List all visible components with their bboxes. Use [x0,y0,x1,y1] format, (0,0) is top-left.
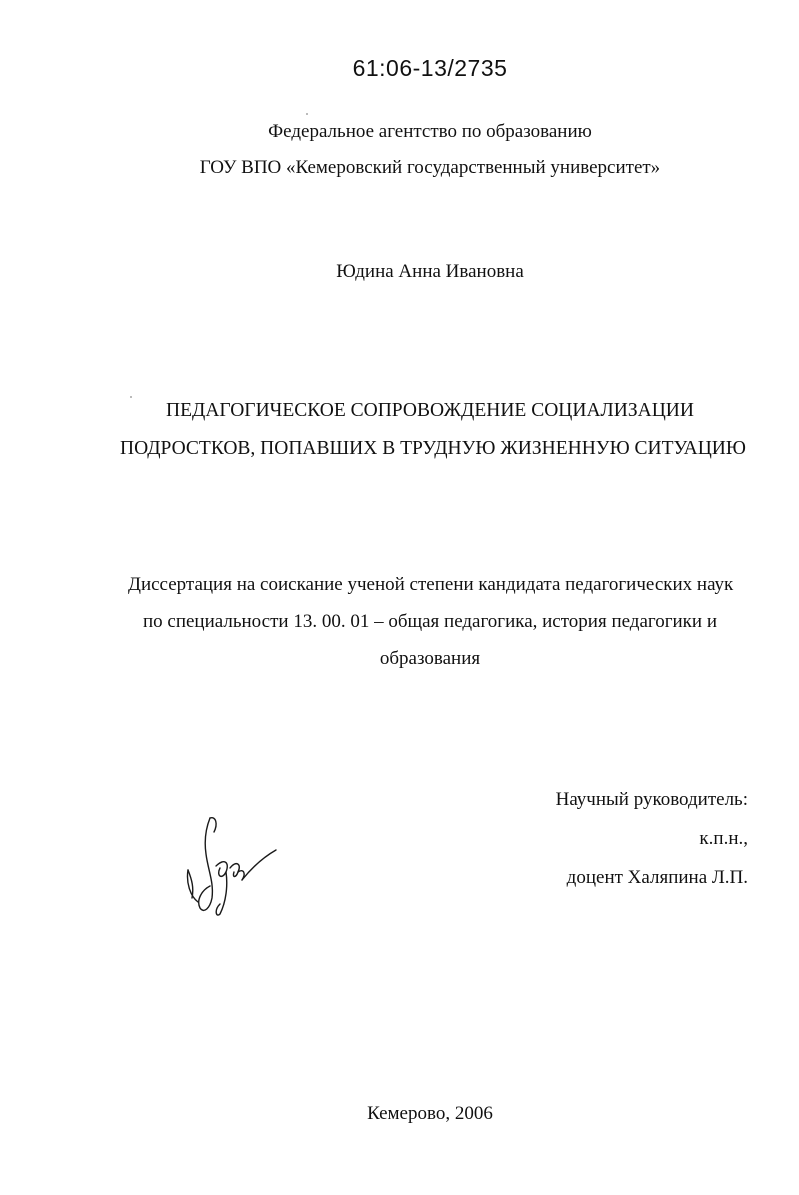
handwritten-signature-icon [180,810,280,920]
thesis-title [120,392,746,468]
organization-block [130,114,730,186]
thesis-title-line-2: ПОДРОСТКОВ, ПОПАВШИХ В ТРУДНУЮ ЖИЗНЕННУЮ СИТУАЦИЮ [120,438,746,459]
dissertation-line-2: по специальности 13. 00. 01 – общая педагогика, история педагогики и [142,611,718,632]
scan-artifact [130,396,132,398]
place-year-text: Кемерово, 2006 [367,1103,493,1124]
university-name: ГОУ ВПО «Кемеровский государственный университет» [199,157,661,178]
dissertation-description [128,566,732,677]
supervisor-degree: к.п.н., [699,828,748,849]
place-year [130,1096,730,1132]
dissertation-line-1: Диссертация на соискание ученой степени кандидата педагогических наук [128,574,734,595]
dissertation-line-3: образования [379,648,481,669]
supervisor-block [448,780,748,897]
scan-artifact [306,113,308,115]
supervisor-label: Научный руководитель: [555,789,748,810]
author-block [130,254,730,290]
thesis-title-line-1: ПЕДАГОГИЧЕСКОЕ СОПРОВОЖДЕНИЕ СОЦИАЛИЗАЦИИ [166,400,694,421]
supervisor-name: доцент Халяпина Л.П. [566,867,748,888]
author-name: Юдина Анна Ивановна [336,261,524,282]
catalog-number: 61:06-13/2735 [352,55,508,81]
agency-name: Федеральное агентство по образованию [268,121,592,142]
